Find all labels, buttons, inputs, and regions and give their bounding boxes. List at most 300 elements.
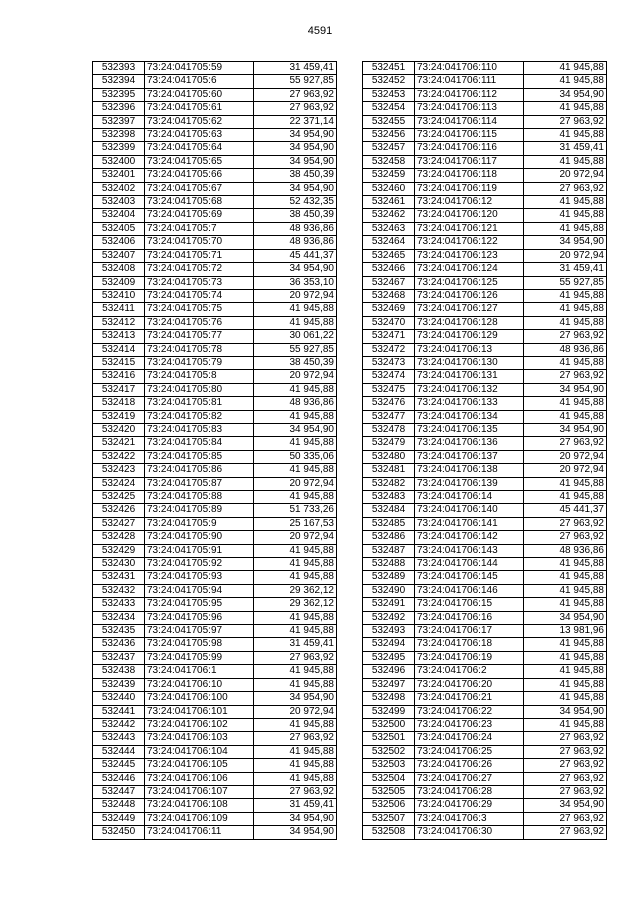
cadastral-number-cell: 73:24:041706:15 <box>415 598 524 611</box>
row-number-cell: 532482 <box>363 477 415 490</box>
row-number-cell: 532505 <box>363 785 415 798</box>
table-row <box>363 129 607 142</box>
value-cell: 34 954,90 <box>254 812 337 825</box>
row-number-cell: 532457 <box>363 142 415 155</box>
table-row <box>93 638 337 651</box>
table-row <box>93 249 337 262</box>
table-row <box>363 826 607 839</box>
value-cell: 41 945,88 <box>524 397 607 410</box>
cadastral-number-cell: 73:24:041706:107 <box>145 785 254 798</box>
cadastral-number-cell: 73:24:041706:103 <box>145 732 254 745</box>
value-cell: 41 945,88 <box>254 625 337 638</box>
value-cell: 41 945,88 <box>524 718 607 731</box>
value-cell: 41 945,88 <box>254 410 337 423</box>
value-cell: 31 459,41 <box>254 799 337 812</box>
row-number-cell: 532450 <box>93 826 145 839</box>
cadastral-number-cell: 73:24:041706:110 <box>415 62 524 75</box>
cadastral-number-cell: 73:24:041705:72 <box>145 263 254 276</box>
row-number-cell: 532488 <box>363 558 415 571</box>
cadastral-number-cell: 73:24:041706:134 <box>415 410 524 423</box>
table-row <box>93 263 337 276</box>
cadastral-number-cell: 73:24:041706:143 <box>415 544 524 557</box>
row-number-cell: 532508 <box>363 826 415 839</box>
value-cell: 41 945,88 <box>524 62 607 75</box>
row-number-cell: 532507 <box>363 812 415 825</box>
cadastral-number-cell: 73:24:041706:30 <box>415 826 524 839</box>
table-row <box>363 799 607 812</box>
table-row <box>93 558 337 571</box>
value-cell: 45 441,37 <box>524 504 607 517</box>
table-row <box>363 665 607 678</box>
table-row <box>363 222 607 235</box>
value-cell: 51 733,26 <box>254 504 337 517</box>
table-row <box>363 423 607 436</box>
cadastral-number-cell: 73:24:041705:98 <box>145 638 254 651</box>
table-row <box>363 651 607 664</box>
cadastral-number-cell: 73:24:041706:127 <box>415 303 524 316</box>
cadastral-number-cell: 73:24:041706:3 <box>415 812 524 825</box>
table-row <box>363 209 607 222</box>
row-number-cell: 532472 <box>363 343 415 356</box>
value-cell: 41 945,88 <box>254 718 337 731</box>
value-cell: 34 954,90 <box>254 129 337 142</box>
table-row <box>93 692 337 705</box>
cadastral-number-cell: 73:24:041705:96 <box>145 611 254 624</box>
cadastral-number-cell: 73:24:041706:20 <box>415 678 524 691</box>
value-cell: 27 963,92 <box>524 115 607 128</box>
cadastral-number-cell: 73:24:041706:26 <box>415 759 524 772</box>
cadastral-number-cell: 73:24:041705:60 <box>145 88 254 101</box>
table-row <box>93 625 337 638</box>
row-number-cell: 532427 <box>93 517 145 530</box>
value-cell: 41 945,88 <box>524 598 607 611</box>
cadastral-number-cell: 73:24:041705:85 <box>145 450 254 463</box>
value-cell: 31 459,41 <box>524 142 607 155</box>
table-row <box>93 504 337 517</box>
table-row <box>93 732 337 745</box>
cadastral-number-cell: 73:24:041706:16 <box>415 611 524 624</box>
row-number-cell: 532501 <box>363 732 415 745</box>
cadastral-number-cell: 73:24:041706:12 <box>415 196 524 209</box>
value-cell: 27 963,92 <box>254 88 337 101</box>
table-row <box>93 115 337 128</box>
value-cell: 41 945,88 <box>524 692 607 705</box>
table-row <box>363 638 607 651</box>
row-number-cell: 532394 <box>93 75 145 88</box>
row-number-cell: 532456 <box>363 129 415 142</box>
table-row <box>93 477 337 490</box>
row-number-cell: 532430 <box>93 558 145 571</box>
value-cell: 27 963,92 <box>254 651 337 664</box>
table-row <box>93 450 337 463</box>
row-number-cell: 532435 <box>93 625 145 638</box>
table-row <box>93 356 337 369</box>
value-cell: 27 963,92 <box>524 785 607 798</box>
table-row <box>363 772 607 785</box>
table-row <box>363 343 607 356</box>
value-cell: 41 945,88 <box>254 745 337 758</box>
row-number-cell: 532419 <box>93 410 145 423</box>
table-row <box>93 129 337 142</box>
cadastral-number-cell: 73:24:041706:144 <box>415 558 524 571</box>
row-number-cell: 532466 <box>363 263 415 276</box>
cadastral-number-cell: 73:24:041706:2 <box>415 665 524 678</box>
cadastral-number-cell: 73:24:041706:19 <box>415 651 524 664</box>
cadastral-number-cell: 73:24:041705:68 <box>145 196 254 209</box>
row-number-cell: 532461 <box>363 196 415 209</box>
value-cell: 41 945,88 <box>254 316 337 329</box>
cadastral-number-cell: 73:24:041706:131 <box>415 370 524 383</box>
cadastral-number-cell: 73:24:041706:123 <box>415 249 524 262</box>
table-row <box>363 330 607 343</box>
row-number-cell: 532462 <box>363 209 415 222</box>
row-number-cell: 532449 <box>93 812 145 825</box>
row-number-cell: 532460 <box>363 182 415 195</box>
cadastral-number-cell: 73:24:041706:101 <box>145 705 254 718</box>
value-cell: 34 954,90 <box>524 423 607 436</box>
row-number-cell: 532494 <box>363 638 415 651</box>
row-number-cell: 532403 <box>93 196 145 209</box>
cadastral-number-cell: 73:24:041706:21 <box>415 692 524 705</box>
cadastral-number-cell: 73:24:041706:104 <box>145 745 254 758</box>
cadastral-number-cell: 73:24:041706:113 <box>415 102 524 115</box>
left-register-table <box>92 61 337 840</box>
value-cell: 27 963,92 <box>254 732 337 745</box>
value-cell: 41 945,88 <box>524 155 607 168</box>
cadastral-number-cell: 73:24:041705:69 <box>145 209 254 222</box>
table-row <box>363 732 607 745</box>
value-cell: 34 954,90 <box>254 423 337 436</box>
table-row <box>93 745 337 758</box>
table-row <box>363 584 607 597</box>
table-row <box>93 370 337 383</box>
row-number-cell: 532448 <box>93 799 145 812</box>
cadastral-number-cell: 73:24:041705:88 <box>145 491 254 504</box>
row-number-cell: 532393 <box>93 62 145 75</box>
table-row <box>93 209 337 222</box>
row-number-cell: 532420 <box>93 423 145 436</box>
cadastral-number-cell: 73:24:041706:120 <box>415 209 524 222</box>
table-row <box>93 491 337 504</box>
row-number-cell: 532436 <box>93 638 145 651</box>
row-number-cell: 532470 <box>363 316 415 329</box>
table-row <box>93 62 337 75</box>
row-number-cell: 532499 <box>363 705 415 718</box>
row-number-cell: 532493 <box>363 625 415 638</box>
value-cell: 25 167,53 <box>254 517 337 530</box>
table-row <box>93 665 337 678</box>
value-cell: 41 945,88 <box>524 665 607 678</box>
table-row <box>363 718 607 731</box>
cadastral-number-cell: 73:24:041705:64 <box>145 142 254 155</box>
table-row <box>363 88 607 101</box>
value-cell: 20 972,94 <box>524 464 607 477</box>
cadastral-number-cell: 73:24:041705:99 <box>145 651 254 664</box>
value-cell: 27 963,92 <box>524 437 607 450</box>
table-row <box>93 410 337 423</box>
row-number-cell: 532497 <box>363 678 415 691</box>
cadastral-number-cell: 73:24:041705:90 <box>145 531 254 544</box>
cadastral-number-cell: 73:24:041705:63 <box>145 129 254 142</box>
value-cell: 20 972,94 <box>254 370 337 383</box>
table-row <box>93 75 337 88</box>
value-cell: 20 972,94 <box>524 169 607 182</box>
cadastral-number-cell: 73:24:041706:139 <box>415 477 524 490</box>
cadastral-number-cell: 73:24:041706:125 <box>415 276 524 289</box>
row-number-cell: 532432 <box>93 584 145 597</box>
value-cell: 41 945,88 <box>524 678 607 691</box>
table-row <box>93 169 337 182</box>
cadastral-number-cell: 73:24:041706:114 <box>415 115 524 128</box>
table-row <box>93 705 337 718</box>
table-row <box>363 544 607 557</box>
row-number-cell: 532417 <box>93 383 145 396</box>
row-number-cell: 532474 <box>363 370 415 383</box>
value-cell: 41 945,88 <box>524 491 607 504</box>
row-number-cell: 532410 <box>93 289 145 302</box>
cadastral-number-cell: 73:24:041706:108 <box>145 799 254 812</box>
value-cell: 41 945,88 <box>524 209 607 222</box>
cadastral-number-cell: 73:24:041705:93 <box>145 571 254 584</box>
row-number-cell: 532439 <box>93 678 145 691</box>
value-cell: 34 954,90 <box>254 182 337 195</box>
cadastral-number-cell: 73:24:041706:24 <box>415 732 524 745</box>
table-row <box>93 598 337 611</box>
table-row <box>93 571 337 584</box>
table-row <box>363 464 607 477</box>
table-row <box>93 772 337 785</box>
table-row <box>93 531 337 544</box>
value-cell: 27 963,92 <box>254 785 337 798</box>
cadastral-number-cell: 73:24:041706:141 <box>415 517 524 530</box>
table-row <box>93 196 337 209</box>
value-cell: 41 945,88 <box>524 410 607 423</box>
value-cell: 41 945,88 <box>254 678 337 691</box>
table-row <box>363 370 607 383</box>
row-number-cell: 532476 <box>363 397 415 410</box>
cadastral-number-cell: 73:24:041705:6 <box>145 75 254 88</box>
row-number-cell: 532418 <box>93 397 145 410</box>
table-row <box>363 692 607 705</box>
row-number-cell: 532452 <box>363 75 415 88</box>
row-number-cell: 532429 <box>93 544 145 557</box>
row-number-cell: 532407 <box>93 249 145 262</box>
value-cell: 27 963,92 <box>254 102 337 115</box>
value-cell: 41 945,88 <box>254 544 337 557</box>
row-number-cell: 532502 <box>363 745 415 758</box>
table-row <box>93 343 337 356</box>
row-number-cell: 532395 <box>93 88 145 101</box>
table-row <box>93 812 337 825</box>
row-number-cell: 532500 <box>363 718 415 731</box>
table-row <box>93 303 337 316</box>
row-number-cell: 532464 <box>363 236 415 249</box>
value-cell: 41 945,88 <box>254 383 337 396</box>
value-cell: 41 945,88 <box>254 665 337 678</box>
value-cell: 41 945,88 <box>524 651 607 664</box>
value-cell: 34 954,90 <box>524 611 607 624</box>
cadastral-number-cell: 73:24:041705:89 <box>145 504 254 517</box>
table-row <box>93 584 337 597</box>
row-number-cell: 532489 <box>363 571 415 584</box>
value-cell: 41 945,88 <box>254 303 337 316</box>
row-number-cell: 532503 <box>363 759 415 772</box>
row-number-cell: 532459 <box>363 169 415 182</box>
value-cell: 27 963,92 <box>524 745 607 758</box>
cadastral-number-cell: 73:24:041705:70 <box>145 236 254 249</box>
cadastral-number-cell: 73:24:041706:117 <box>415 155 524 168</box>
row-number-cell: 532424 <box>93 477 145 490</box>
value-cell: 34 954,90 <box>254 692 337 705</box>
row-number-cell: 532433 <box>93 598 145 611</box>
value-cell: 27 963,92 <box>524 330 607 343</box>
table-row <box>363 356 607 369</box>
cadastral-number-cell: 73:24:041705:75 <box>145 303 254 316</box>
table-row <box>93 289 337 302</box>
cadastral-number-cell: 73:24:041705:62 <box>145 115 254 128</box>
cadastral-number-cell: 73:24:041706:128 <box>415 316 524 329</box>
cadastral-number-cell: 73:24:041706:145 <box>415 571 524 584</box>
table-row <box>93 142 337 155</box>
cadastral-number-cell: 73:24:041706:124 <box>415 263 524 276</box>
cadastral-number-cell: 73:24:041706:137 <box>415 450 524 463</box>
table-row <box>363 705 607 718</box>
cadastral-number-cell: 73:24:041706:25 <box>415 745 524 758</box>
value-cell: 34 954,90 <box>524 799 607 812</box>
cadastral-number-cell: 73:24:041706:115 <box>415 129 524 142</box>
cadastral-number-cell: 73:24:041705:8 <box>145 370 254 383</box>
value-cell: 41 945,88 <box>254 571 337 584</box>
row-number-cell: 532402 <box>93 182 145 195</box>
row-number-cell: 532442 <box>93 718 145 731</box>
value-cell: 34 954,90 <box>524 236 607 249</box>
value-cell: 13 981,96 <box>524 625 607 638</box>
cadastral-number-cell: 73:24:041706:27 <box>415 772 524 785</box>
value-cell: 20 972,94 <box>254 289 337 302</box>
table-row <box>93 799 337 812</box>
cadastral-number-cell: 73:24:041706:118 <box>415 169 524 182</box>
cadastral-number-cell: 73:24:041706:129 <box>415 330 524 343</box>
value-cell: 41 945,88 <box>524 129 607 142</box>
cadastral-number-cell: 73:24:041705:95 <box>145 598 254 611</box>
table-row <box>363 196 607 209</box>
value-cell: 41 945,88 <box>254 611 337 624</box>
value-cell: 41 945,88 <box>524 75 607 88</box>
row-number-cell: 532473 <box>363 356 415 369</box>
cadastral-number-cell: 73:24:041706:132 <box>415 383 524 396</box>
cadastral-number-cell: 73:24:041706:17 <box>415 625 524 638</box>
table-row <box>363 625 607 638</box>
cadastral-number-cell: 73:24:041705:78 <box>145 343 254 356</box>
row-number-cell: 532397 <box>93 115 145 128</box>
row-number-cell: 532426 <box>93 504 145 517</box>
row-number-cell: 532463 <box>363 222 415 235</box>
row-number-cell: 532412 <box>93 316 145 329</box>
table-row <box>363 571 607 584</box>
row-number-cell: 532409 <box>93 276 145 289</box>
cadastral-number-cell: 73:24:041706:126 <box>415 289 524 302</box>
cadastral-number-cell: 73:24:041706:130 <box>415 356 524 369</box>
value-cell: 29 362,12 <box>254 598 337 611</box>
value-cell: 41 945,88 <box>524 584 607 597</box>
row-number-cell: 532447 <box>93 785 145 798</box>
value-cell: 41 945,88 <box>524 558 607 571</box>
value-cell: 41 945,88 <box>254 772 337 785</box>
table-row <box>363 383 607 396</box>
value-cell: 22 371,14 <box>254 115 337 128</box>
table-row <box>93 759 337 772</box>
row-number-cell: 532416 <box>93 370 145 383</box>
table-row <box>363 477 607 490</box>
value-cell: 36 353,10 <box>254 276 337 289</box>
row-number-cell: 532480 <box>363 450 415 463</box>
row-number-cell: 532477 <box>363 410 415 423</box>
cadastral-number-cell: 73:24:041706:102 <box>145 718 254 731</box>
right-table-body <box>363 62 607 840</box>
value-cell: 34 954,90 <box>524 705 607 718</box>
cadastral-number-cell: 73:24:041705:74 <box>145 289 254 302</box>
row-number-cell: 532399 <box>93 142 145 155</box>
table-row <box>363 62 607 75</box>
value-cell: 31 459,41 <box>254 62 337 75</box>
table-row <box>363 450 607 463</box>
row-number-cell: 532434 <box>93 611 145 624</box>
cadastral-number-cell: 73:24:041705:94 <box>145 584 254 597</box>
value-cell: 30 061,22 <box>254 330 337 343</box>
table-row <box>93 276 337 289</box>
row-number-cell: 532440 <box>93 692 145 705</box>
table-row <box>363 812 607 825</box>
table-row <box>363 491 607 504</box>
value-cell: 34 954,90 <box>524 383 607 396</box>
row-number-cell: 532406 <box>93 236 145 249</box>
cadastral-number-cell: 73:24:041706:136 <box>415 437 524 450</box>
row-number-cell: 532444 <box>93 745 145 758</box>
row-number-cell: 532401 <box>93 169 145 182</box>
cadastral-number-cell: 73:24:041706:142 <box>415 531 524 544</box>
row-number-cell: 532454 <box>363 102 415 115</box>
table-row <box>93 316 337 329</box>
value-cell: 41 945,88 <box>524 477 607 490</box>
value-cell: 20 972,94 <box>524 249 607 262</box>
cadastral-number-cell: 73:24:041705:65 <box>145 155 254 168</box>
value-cell: 52 432,35 <box>254 196 337 209</box>
value-cell: 41 945,88 <box>254 759 337 772</box>
table-row <box>93 826 337 839</box>
value-cell: 31 459,41 <box>254 638 337 651</box>
cadastral-number-cell: 73:24:041706:122 <box>415 236 524 249</box>
row-number-cell: 532479 <box>363 437 415 450</box>
table-row <box>363 437 607 450</box>
row-number-cell: 532414 <box>93 343 145 356</box>
cadastral-number-cell: 73:24:041706:140 <box>415 504 524 517</box>
cadastral-number-cell: 73:24:041705:67 <box>145 182 254 195</box>
cadastral-number-cell: 73:24:041706:135 <box>415 423 524 436</box>
cadastral-number-cell: 73:24:041706:116 <box>415 142 524 155</box>
value-cell: 27 963,92 <box>524 812 607 825</box>
cadastral-number-cell: 73:24:041706:119 <box>415 182 524 195</box>
row-number-cell: 532400 <box>93 155 145 168</box>
value-cell: 27 963,92 <box>524 772 607 785</box>
value-cell: 41 945,88 <box>524 571 607 584</box>
table-row <box>93 88 337 101</box>
table-row <box>93 397 337 410</box>
left-table-body <box>93 62 337 840</box>
value-cell: 41 945,88 <box>524 316 607 329</box>
row-number-cell: 532471 <box>363 330 415 343</box>
table-row <box>363 678 607 691</box>
value-cell: 38 450,39 <box>254 356 337 369</box>
